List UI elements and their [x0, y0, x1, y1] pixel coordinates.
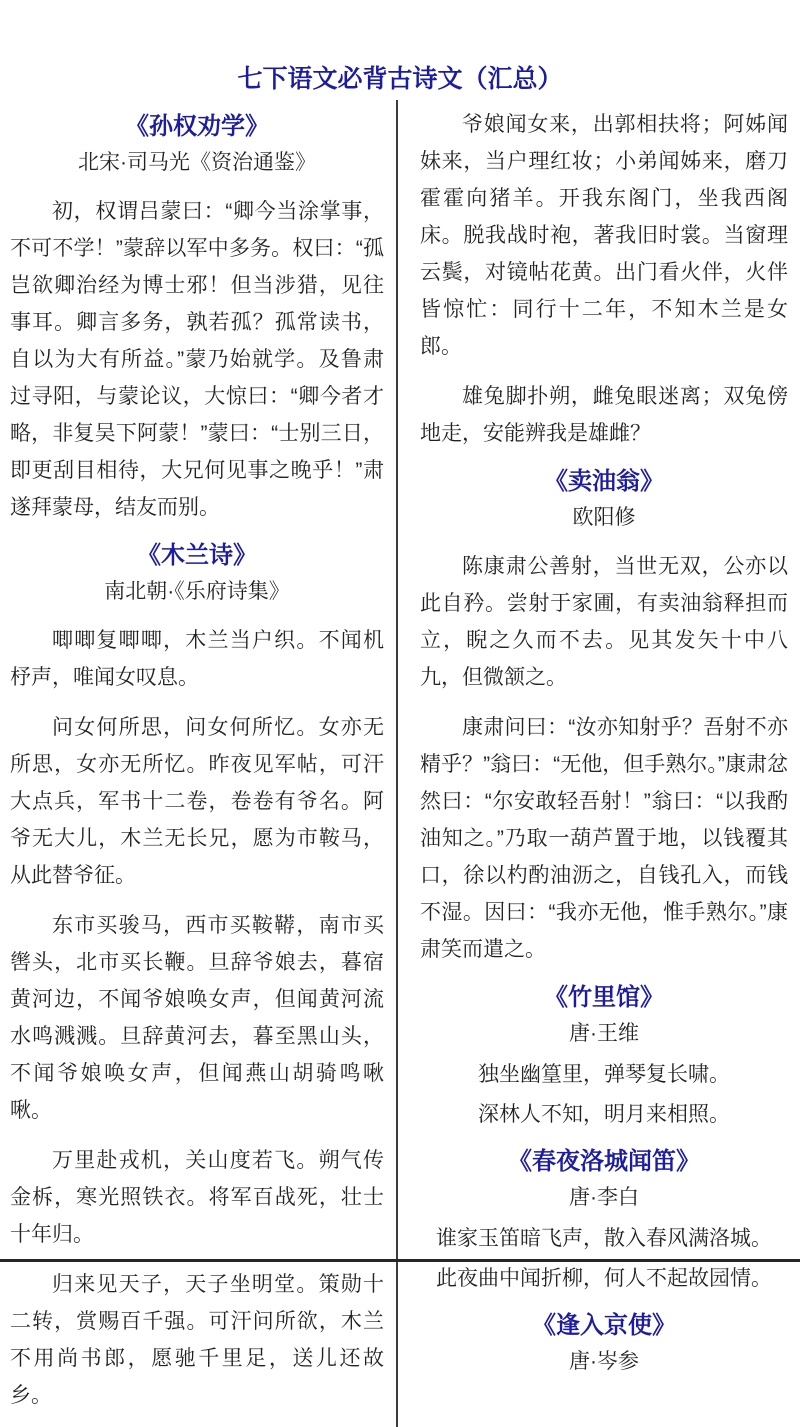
page-title: 七下语文必背古诗文（汇总） — [237, 65, 563, 93]
verse-chunye-2: 此夜曲中闻折柳，何人不起故园情。 — [436, 1267, 772, 1290]
bottom-divider — [0, 1259, 800, 1262]
paragraph-maiyouweng-2: 康肃问曰：“汝亦知射乎？吾射不亦精乎？”翁曰：“无他，但手熟尔。”康肃忿然曰：“尔安敢轻吾射！”翁曰：“以我酌油知之。”乃取一葫芦置于地，以钱覆其口，徐以杓酌油沥之，自钱孔入，而钱不湿。因曰：“我亦无他，惟手熟尔。”康肃笑而遣之。 — [420, 716, 788, 961]
verse-chunye-1: 谁家玉笛暗飞声，散入春风满洛城。 — [436, 1227, 772, 1250]
right-column — [398, 100, 800, 1427]
section-title-feng-ru-jing-shi: 《逢入京使》 — [532, 1312, 676, 1339]
paragraph-mulan-4: 万里赴戎机，关山度若飞。朔气传金柝，寒光照铁衣。将军百战死，壮士十年归。 — [10, 1149, 384, 1246]
section-title-zhuliguan: 《竹里馆》 — [544, 984, 664, 1011]
section-title-maiyouweng: 《卖油翁》 — [544, 468, 664, 495]
left-column — [0, 100, 398, 1427]
paragraph-mulan-3: 东市买骏马，西市买鞍鞯，南市买辔头，北市买长鞭。旦辞爷娘去，暮宿黄河边，不闻爷娘唤女声，但闻黄河流水鸣溅溅。旦辞黄河去，暮至黑山头，不闻爷娘唤女声，但闻燕山胡骑鸣啾啾。 — [10, 914, 384, 1122]
verse-zhuliguan-2: 深林人不知，明月来相照。 — [478, 1103, 730, 1126]
section-title-chunye-luocheng: 《春夜洛城闻笛》 — [508, 1148, 700, 1175]
section-title-sunquan-quanxue: 《孙权劝学》 — [125, 113, 269, 140]
section-author-mulan: 南北朝·《乐府诗集》 — [104, 580, 290, 603]
section-author-maiyouweng: 欧阳修 — [572, 506, 636, 529]
paragraph-mulan-2: 问女何所思，问女何所忆。女亦无所思，女亦无所忆。昨夜见军帖，可汗大点兵，军书十二卷，卷卷有爷名。阿爷无大儿，木兰无长兄，愿为市鞍马，从此替爷征。 — [10, 716, 384, 887]
paragraph-mulan-5: 归来见天子，天子坐明堂。策勋十二转，赏赐百千强。可汗问所欲，木兰不用尚书郎，愿驰千里足，送儿还故乡。 — [10, 1273, 384, 1407]
section-author-sunquan: 北宋·司马光《资治通鉴》 — [78, 151, 316, 174]
paragraph-maiyouweng-1: 陈康肃公善射，当世无双，公亦以此自矜。尝射于家圃，有卖油翁释担而立，睨之久而不去。见其发矢十中八九，但微颔之。 — [420, 555, 788, 689]
paragraph-sunquan-1: 初，权谓吕蒙曰：“卿今当涂掌事，不可不学！”蒙辞以军中多务。权曰：“孤岂欲卿治经为博士邪！但当涉猎，见往事耳。卿言多务，孰若孤？孤常读书，自以为大有所益。”蒙乃始就学。及鲁肃过寻阳，与蒙论议，大惊曰：“卿今者才略，非复吴下阿蒙！”蒙曰：“士别三日，即更刮目相待，大兄何见事之晚乎！”肃遂拜蒙母，结友而别。 — [10, 200, 384, 519]
section-author-zhuliguan: 唐·王维 — [569, 1022, 639, 1045]
paragraph-mulan-1: 唧唧复唧唧，木兰当户织。不闻机杼声，唯闻女叹息。 — [10, 629, 384, 689]
section-author-feng-ru-jing-shi: 唐·岑参 — [569, 1350, 639, 1373]
section-author-chunye-luocheng: 唐·李白 — [569, 1186, 639, 1209]
verse-zhuliguan-1: 独坐幽篁里，弹琴复长啸。 — [478, 1063, 730, 1086]
paragraph-mulan-7: 雄兔脚扑朔，雌兔眼迷离；双兔傍地走，安能辨我是雄雌？ — [420, 385, 788, 445]
paragraph-mulan-6: 爷娘闻女来，出郭相扶将；阿姊闻妹来，当户理红妆；小弟闻姊来，磨刀霍霍向猪羊。开我东阁门，坐我西阁床。脱我战时袍，著我旧时裳。当窗理云鬓，对镜帖花黄。出门看火伴，火伴皆惊忙：同行十二年，不知木兰是女郎。 — [420, 113, 788, 358]
two-column-layout — [0, 100, 800, 1427]
section-title-mulan-shi: 《木兰诗》 — [137, 542, 257, 569]
